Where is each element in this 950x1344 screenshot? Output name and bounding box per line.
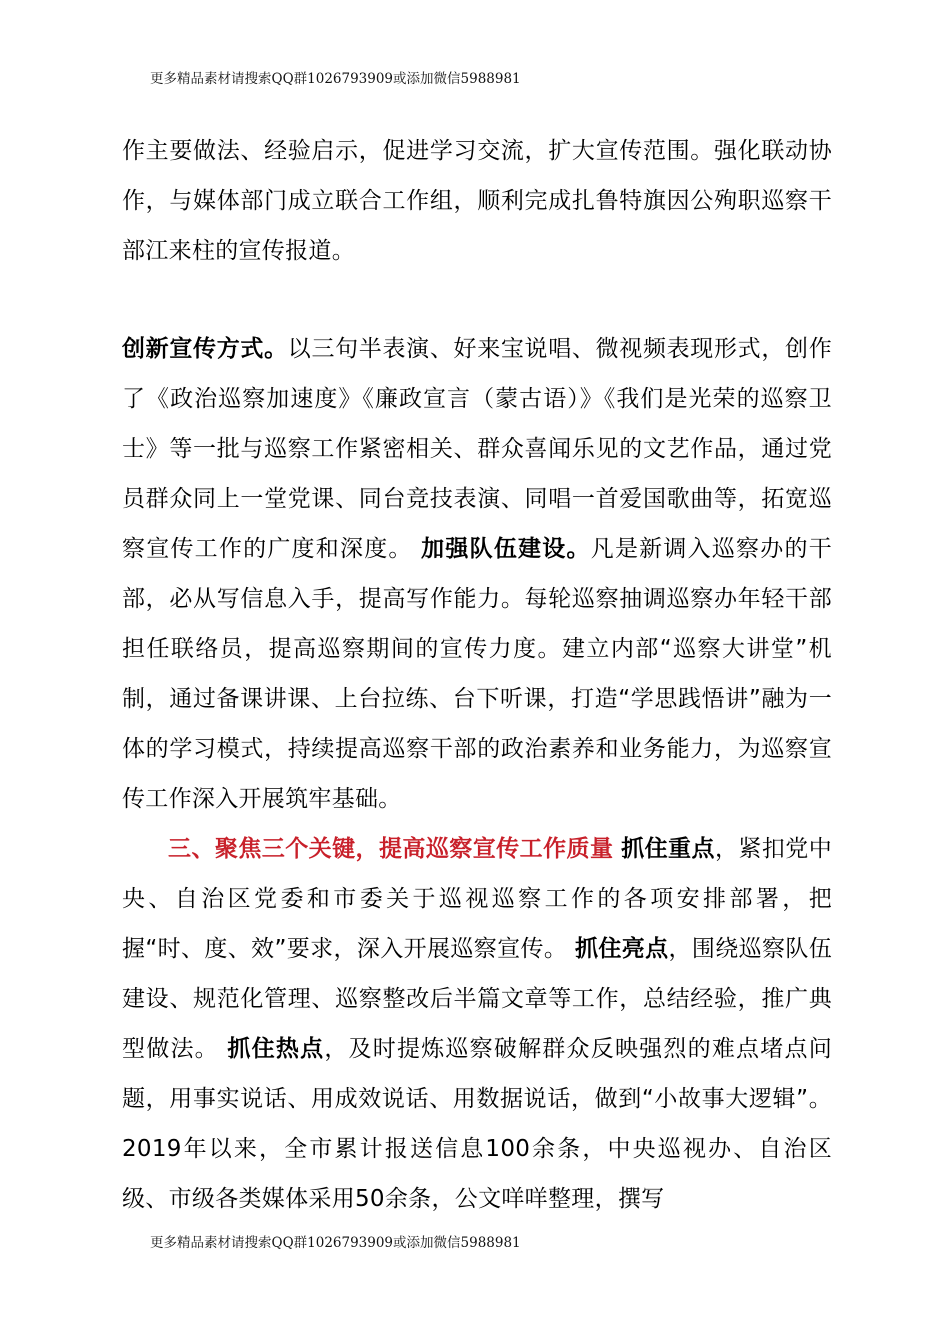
section-heading: 三、聚焦三个关键，提高巡察宣传工作质量: [168, 836, 614, 862]
paragraph-text: ，围绕巡察队伍建设、规范化管理、巡察整改后半篇文章等工作，总结经验，推广典型做法。: [122, 936, 833, 1062]
paragraph-innovation: [122, 324, 832, 824]
paragraph-text: 凡是新调入巡察办的干部，必从写信息入手，提高写作能力。每轮巡察抽调巡察办年轻干部担任联络员，提高巡察期间的宣传力度。建立内部“巡察大讲堂”机制，通过备课讲课、上台拉练、台下听课，打造“学思践悟讲”融为一体的学习模式，持续提高巡察干部的政治素养和业务能力，为巡察宣传工作深入开展筑牢基础。: [122, 536, 832, 812]
document-body: [122, 126, 832, 1224]
bold-lead-focus: 抓住重点: [621, 836, 715, 862]
paragraph-three-keys: [122, 824, 832, 1224]
page-header-note: 更多精品素材请搜索QQ群1026793909或添加微信5988981: [150, 71, 521, 87]
bold-lead-highlight: 抓住亮点: [574, 936, 669, 962]
bold-lead-team: 加强队伍建设。: [421, 536, 591, 562]
paragraph-publicity-scope: [122, 126, 832, 276]
bold-lead-innovate: 创新宣传方式。: [122, 336, 288, 362]
paragraph-gap: [122, 276, 832, 324]
bold-lead-hotspot: 抓住热点: [227, 1036, 325, 1062]
page-footer-note: 更多精品素材请搜索QQ群1026793909或添加微信5988981: [150, 1235, 521, 1251]
paragraph-text: ，紧扣党中央、自治区党委和市委关于巡视巡察工作的各项安排部署，把握“时、度、效”要求，深入开展巡察宣传。: [122, 836, 833, 962]
paragraph-text: 以三句半表演、好来宝说唱、微视频表现形式，创作了《政治巡察加速度》《廉政宣言（蒙古语）》《我们是光荣的巡察卫士》等一批与巡察工作紧密相关、群众喜闻乐见的文艺作品，通过党员群众同上一堂党课、同台竞技表演、同唱一首爱国歌曲等，拓宽巡察宣传工作的广度和深度。: [122, 336, 832, 562]
paragraph-text: 作主要做法、经验启示，促进学习交流，扩大宣传范围。强化联动协作，与媒体部门成立联合工作组，顺利完成扎鲁特旗因公殉职巡察干部江来柱的宣传报道。: [122, 138, 832, 264]
paragraph-text: ，及时提炼巡察破解群众反映强烈的难点堵点问题，用事实说话、用成效说话、用数据说话，做到“小故事大逻辑”。 2019年以来，全市累计报送信息100余条，中央巡视办、自治区级、市级各类媒体采用50余条，公文咩咩整理，撰写: [122, 1036, 833, 1212]
